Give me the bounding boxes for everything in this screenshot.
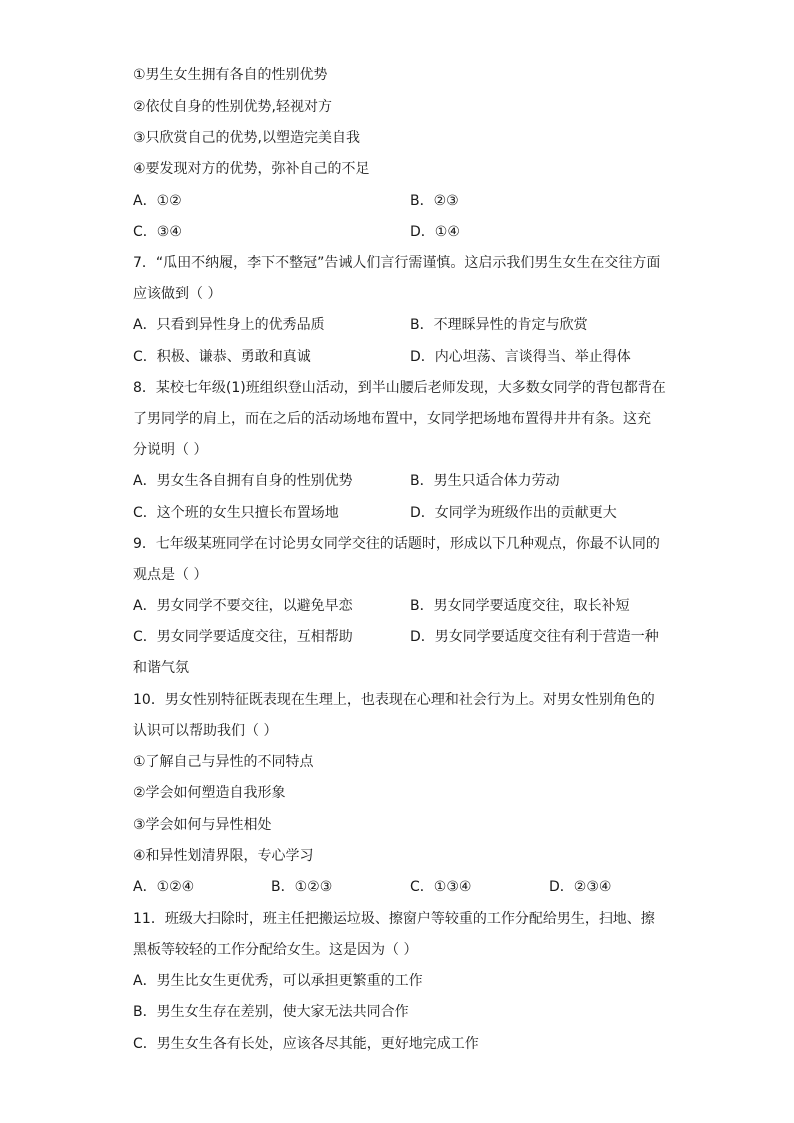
q10-option-b: B．①②③ xyxy=(271,879,333,895)
q9-option-d-continued: 和谐气氛 xyxy=(133,660,189,676)
q9-stem-line-1: 9．七年级某班同学在讨论男女同学交往的话题时，形成以下几种观点，你最不认同的 xyxy=(133,536,660,552)
q11-option-b: B．男生女生存在差别，使大家无法共同合作 xyxy=(133,1004,409,1020)
q6-statement-2: ②依仗自身的性别优势,轻视对方 xyxy=(133,99,333,115)
q6-option-d: D．①④ xyxy=(410,224,460,240)
q9-option-c: C．男女同学要适度交往，互相帮助 xyxy=(133,629,353,645)
q7-option-d: D．内心坦荡、言谈得当、举止得体 xyxy=(410,349,631,365)
q6-option-b: B．②③ xyxy=(410,193,459,209)
q10-option-c: C．①③④ xyxy=(410,879,472,895)
q10-stem-line-2: 认识可以帮助我们（ ） xyxy=(133,723,278,739)
q6-statement-3: ③只欣赏自己的优势,以塑造完美自我 xyxy=(133,130,361,146)
q10-option-d: D．②③④ xyxy=(549,879,612,895)
q7-option-b: B．不理睬异性的肯定与欣赏 xyxy=(410,317,588,333)
q10-option-a: A．①②④ xyxy=(133,879,195,895)
q6-option-a: A．①② xyxy=(133,193,182,209)
q11-stem-line-2: 黑板等较轻的工作分配给女生。这是因为（ ） xyxy=(133,942,418,958)
q9-option-d: D．男女同学要适度交往有利于营造一种 xyxy=(410,629,659,645)
q6-option-c: C．③④ xyxy=(133,224,182,240)
q9-option-a: A．男女同学不要交往，以避免早恋 xyxy=(133,598,353,614)
q11-option-a: A．男生比女生更优秀，可以承担更繁重的工作 xyxy=(133,973,423,989)
q8-option-b: B．男生只适合体力劳动 xyxy=(410,473,560,489)
q7-stem-line-2: 应该做到（ ） xyxy=(133,286,222,302)
q6-statement-4: ④要发现对方的优势，弥补自己的不足 xyxy=(133,161,370,177)
q7-stem-line-1: 7．“瓜田不纳履，李下不整冠”告诫人们言行需谨慎。这启示我们男生女生在交往方面 xyxy=(133,255,661,271)
q6-statement-1: ①男生女生拥有各自的性别优势 xyxy=(133,67,328,83)
q9-stem-line-2: 观点是（ ） xyxy=(133,567,208,583)
q11-option-c: C．男生女生各有长处，应该各尽其能，更好地完成工作 xyxy=(133,1036,479,1052)
q7-option-a: A．只看到异性身上的优秀品质 xyxy=(133,317,325,333)
q10-statement-3: ③学会如何与异性相处 xyxy=(133,817,272,833)
q8-stem-line-3: 分说明（ ） xyxy=(133,442,208,458)
q8-stem-line-1: 8．某校七年级(1)班组织登山活动，到半山腰后老师发现，大多数女同学的背包都背在 xyxy=(133,380,666,396)
q10-statement-4: ④和异性划清界限，专心学习 xyxy=(133,848,314,864)
q11-stem-line-1: 11．班级大扫除时，班主任把搬运垃圾、擦窗户等较重的工作分配给男生，扫地、擦 xyxy=(133,911,655,927)
q7-option-c: C．积极、谦恭、勇敢和真诚 xyxy=(133,349,311,365)
q10-stem-line-1: 10．男女性别特征既表现在生理上，也表现在心理和社会行为上。对男女性别角色的 xyxy=(133,692,655,708)
q8-option-c: C．这个班的女生只擅长布置场地 xyxy=(133,505,339,521)
q10-statement-1: ①了解自己与异性的不同特点 xyxy=(133,754,314,770)
q8-option-d: D．女同学为班级作出的贡献更大 xyxy=(410,505,617,521)
q9-option-b: B．男女同学要适度交往，取长补短 xyxy=(410,598,630,614)
q8-stem-line-2: 了男同学的肩上，而在之后的活动场地布置中，女同学把场地布置得井井有条。这充 xyxy=(133,411,651,427)
q10-statement-2: ②学会如何塑造自我形象 xyxy=(133,785,286,801)
q8-option-a: A．男女生各自拥有自身的性别优势 xyxy=(133,473,353,489)
